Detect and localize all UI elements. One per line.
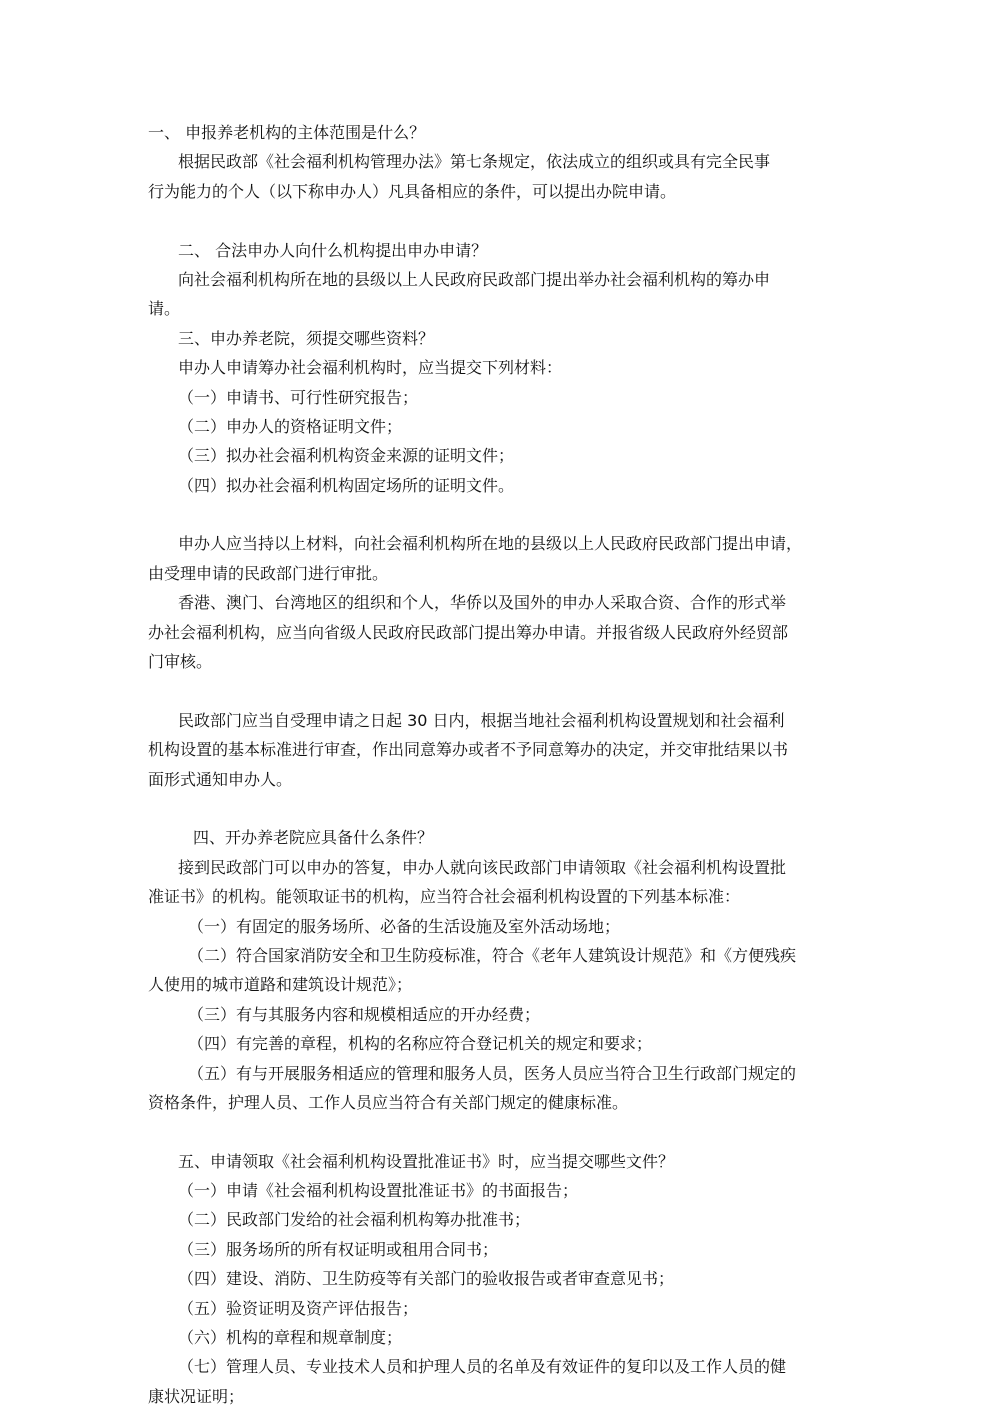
section-3-paragraph-line: 机构设置的基本标准进行审查，作出同意筹办或者不予同意筹办的决定，并交审批结果以书 bbox=[148, 740, 789, 760]
section-5-list-item-continued: 康状况证明； bbox=[148, 1386, 245, 1406]
section-3-list-item: （四）拟办社会福利机构固定场所的证明文件。 bbox=[178, 475, 515, 495]
section-4-paragraph-line: 准证书》的机构。能领取证书的机构，应当符合社会福利机构设置的下列基本标准： bbox=[148, 887, 741, 907]
section-3-paragraph-line: 申办人应当持以上材料，向社会福利机构所在地的县级以上人民政府民政部门提出申请， bbox=[178, 534, 803, 554]
section-1-heading: 一、 申报养老机构的主体范围是什么？ bbox=[148, 123, 426, 142]
section-4-list-item-continued: 人使用的城市道路和建筑设计规范》； bbox=[148, 975, 413, 995]
section-4-list-item: （二）符合国家消防安全和卫生防疫标准，符合《老年人建筑设计规范》和《方便残疾 bbox=[188, 945, 797, 965]
section-4-list-item: （一）有固定的服务场所、必备的生活设施及室外活动场地； bbox=[188, 916, 621, 936]
section-4-list-item: （三）有与其服务内容和规模相适应的开办经费； bbox=[188, 1004, 541, 1024]
section-4-list-item: （五）有与开展服务相适应的管理和服务人员，医务人员应当符合卫生行政部门规定的 bbox=[188, 1063, 797, 1083]
section-5-list-item: （三）服务场所的所有权证明或租用合同书； bbox=[178, 1239, 499, 1259]
section-1-paragraph-line: 行为能力的个人（以下称申办人）凡具备相应的条件，可以提出办院申请。 bbox=[148, 181, 677, 201]
section-1-paragraph-line: 根据民政部《社会福利机构管理办法》第七条规定，依法成立的组织或具有完全民事 bbox=[178, 152, 771, 172]
section-4-heading: 四、开办养老院应具备什么条件？ bbox=[193, 828, 434, 848]
section-4-list-item: （四）有完善的章程，机构的名称应符合登记机关的规定和要求； bbox=[188, 1034, 653, 1054]
section-4-paragraph-line: 接到民政部门可以申办的答复，申办人就向该民政部门申请领取《社会福利机构设置批 bbox=[178, 857, 787, 877]
section-5-list-item: （七）管理人员、专业技术人员和护理人员的名单及有效证件的复印以及工作人员的健 bbox=[178, 1357, 787, 1377]
section-3-list-item: （三）拟办社会福利机构资金来源的证明文件； bbox=[178, 446, 515, 466]
section-3-list-item: （一）申请书、可行性研究报告； bbox=[178, 387, 419, 407]
section-3-paragraph-line: 办社会福利机构，应当向省级人民政府民政部门提出筹办申请。并报省级人民政府外经贸部 bbox=[148, 622, 789, 642]
section-3-paragraph-line: 门审核。 bbox=[148, 652, 213, 672]
section-5-list-item: （一）申请《社会福利机构设置批准证书》的书面报告； bbox=[178, 1181, 579, 1201]
section-4-list-item-continued: 资格条件，护理人员、工作人员应当符合有关部门规定的健康标准。 bbox=[148, 1092, 629, 1112]
section-3-intro: 申办人申请筹办社会福利机构时，应当提交下列材料： bbox=[178, 358, 563, 378]
document-body bbox=[148, 118, 844, 1411]
section-3-paragraph-line: 由受理申请的民政部门进行审批。 bbox=[148, 563, 389, 583]
section-3-heading: 三、申办养老院，须提交哪些资料？ bbox=[178, 328, 435, 348]
section-2-paragraph-line: 请。 bbox=[148, 299, 181, 319]
section-3-paragraph-line: 面形式通知申办人。 bbox=[148, 769, 293, 789]
section-5-list-item: （四）建设、消防、卫生防疫等有关部门的验收报告或者审查意见书； bbox=[178, 1269, 675, 1289]
section-3-list-item: （二）申办人的资格证明文件； bbox=[178, 416, 403, 436]
section-3-paragraph-line: 香港、澳门、台湾地区的组织和个人，华侨以及国外的申办人采取合资、合作的形式举 bbox=[178, 593, 787, 613]
section-3-paragraph-line: 民政部门应当自受理申请之日起 30 日内，根据当地社会福利机构设置规划和社会福利 bbox=[178, 710, 785, 730]
section-2-paragraph-line: 向社会福利机构所在地的县级以上人民政府民政部门提出举办社会福利机构的筹办申 bbox=[178, 269, 771, 289]
section-5-list-item: （五）验资证明及资产评估报告； bbox=[178, 1298, 419, 1318]
section-5-heading: 五、申请领取《社会福利机构设置批准证书》时，应当提交哪些文件？ bbox=[178, 1151, 675, 1171]
section-5-list-item: （六）机构的章程和规章制度； bbox=[178, 1328, 403, 1348]
section-5-list-item: （二）民政部门发给的社会福利机构筹办批准书； bbox=[178, 1210, 531, 1230]
section-2-heading: 二、 合法申办人向什么机构提出申办申请？ bbox=[178, 240, 488, 260]
